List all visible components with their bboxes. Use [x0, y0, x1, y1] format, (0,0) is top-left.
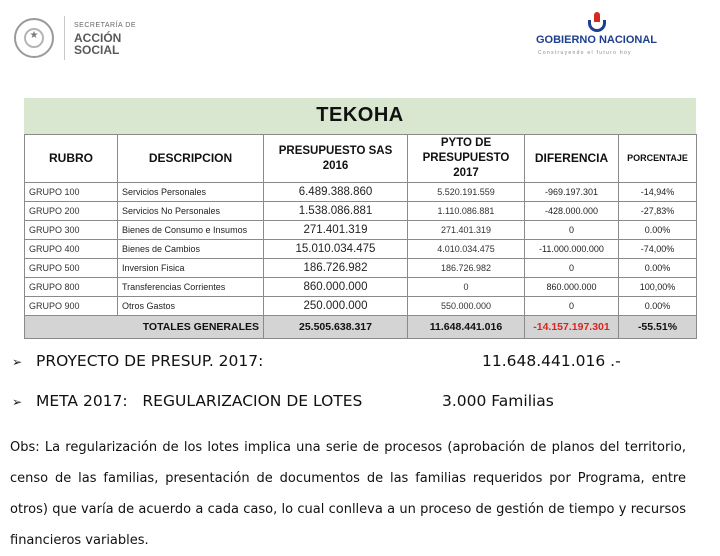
arrow-bullet-icon: ➢ [12, 395, 23, 409]
sas-logo-line2: ACCIÓN [74, 31, 122, 45]
totals-diferencia: -14.157.197.301 [525, 316, 619, 339]
cell-rubro: GRUPO 400 [25, 240, 118, 259]
cell-diferencia: 0 [525, 221, 619, 240]
bullet-label: META 2017: REGULARIZACION DE LOTES [36, 392, 363, 410]
col-header-descripcion: DESCRIPCION [118, 135, 264, 183]
table-header-row [25, 135, 697, 183]
cell-rubro: GRUPO 900 [25, 297, 118, 316]
cell-diferencia: -428.000.000 [525, 202, 619, 221]
gobierno-nacional-wordmark [536, 34, 660, 46]
cell-descripcion: Transferencias Corrientes [118, 278, 264, 297]
cell-porcentaje: -74,00% [619, 240, 697, 259]
cell-diferencia: -11.000.000.000 [525, 240, 619, 259]
flag-mark-icon [588, 12, 606, 32]
cell-presupuesto-2016: 250.000.000 [264, 297, 408, 316]
bullet-label: PROYECTO DE PRESUP. 2017: [36, 352, 264, 370]
cell-presupuesto-2016: 1.538.086.881 [264, 202, 408, 221]
table-row [25, 240, 697, 259]
totals-p2016: 25.505.638.317 [264, 316, 408, 339]
logo-divider [64, 16, 65, 60]
col-header-rubro: RUBRO [25, 135, 118, 183]
sas-logo-line1: SECRETARÍA DE [74, 22, 136, 29]
cell-porcentaje: -14,94% [619, 183, 697, 202]
col-header-pyto-2017: PYTO DE PRESUPUESTO 2017 [408, 135, 525, 183]
col-header-porcentaje: PORCENTAJE [619, 135, 697, 183]
cell-rubro: GRUPO 100 [25, 183, 118, 202]
cell-rubro: GRUPO 300 [25, 221, 118, 240]
cell-descripcion: Bienes de Cambios [118, 240, 264, 259]
totals-label: TOTALES GENERALES [25, 316, 264, 339]
cell-presupuesto-2016: 15.010.034.475 [264, 240, 408, 259]
sas-logo-line3: SOCIAL [74, 43, 120, 57]
cell-pyto-2017: 271.401.319 [408, 221, 525, 240]
col-header-presupuesto-2016: PRESUPUESTO SAS 2016 [264, 135, 408, 183]
table-row [25, 278, 697, 297]
bullet-value: 11.648.441.016 .- [482, 352, 621, 370]
bullet-meta [12, 392, 554, 410]
nacional-word: NACIONAL [598, 34, 658, 46]
cell-porcentaje: 0.00% [619, 297, 697, 316]
cell-diferencia: 860.000.000 [525, 278, 619, 297]
cell-descripcion: Bienes de Consumo e Insumos [118, 221, 264, 240]
cell-diferencia: 0 [525, 297, 619, 316]
table-row [25, 297, 697, 316]
gobierno-word: GOBIERNO [536, 34, 596, 46]
cell-presupuesto-2016: 186.726.982 [264, 259, 408, 278]
totals-p2017: 11.648.441.016 [408, 316, 525, 339]
table-banner [24, 98, 696, 134]
cell-pyto-2017: 186.726.982 [408, 259, 525, 278]
cell-presupuesto-2016: 271.401.319 [264, 221, 408, 240]
cell-rubro: GRUPO 500 [25, 259, 118, 278]
cell-pyto-2017: 1.110.086.881 [408, 202, 525, 221]
table-title: TEKOHA [316, 104, 404, 126]
cell-porcentaje: 0.00% [619, 221, 697, 240]
totals-porcentaje: -55.51% [619, 316, 697, 339]
cell-presupuesto-2016: 6.489.388.860 [264, 183, 408, 202]
gobierno-tagline: Construyendo el futuro hoy [538, 50, 632, 56]
table-row [25, 221, 697, 240]
col-header-diferencia: DIFERENCIA [525, 135, 619, 183]
sas-logo [14, 16, 136, 60]
table-row [25, 202, 697, 221]
cell-porcentaje: 100,00% [619, 278, 697, 297]
cell-pyto-2017: 0 [408, 278, 525, 297]
table-row [25, 259, 697, 278]
budget-table [24, 134, 697, 339]
sas-logo-text [74, 20, 136, 56]
table-row [25, 183, 697, 202]
cell-diferencia: -969.197.301 [525, 183, 619, 202]
cell-descripcion: Servicios Personales [118, 183, 264, 202]
national-seal-icon: ★ [14, 18, 54, 58]
bullet-proyecto [12, 352, 621, 370]
bullet-value: 3.000 Familias [442, 392, 554, 410]
cell-descripcion: Servicios No Personales [118, 202, 264, 221]
observation-text: Obs: La regularización de los lotes implica una serie de procesos (aprobación de planos del territorio, censo de las familias, presentación de documentos de las familias requeridos por Programa, entre otros) que varía de acuerdo a cada caso, lo cual conlleva a un proceso de gestión de tiempo y recursos financieros variables. [10, 440, 686, 548]
cell-rubro: GRUPO 200 [25, 202, 118, 221]
cell-pyto-2017: 4.010.034.475 [408, 240, 525, 259]
cell-pyto-2017: 550.000.000 [408, 297, 525, 316]
cell-diferencia: 0 [525, 259, 619, 278]
cell-descripcion: Inversion Fisica [118, 259, 264, 278]
cell-pyto-2017: 5.520.191.559 [408, 183, 525, 202]
arrow-bullet-icon: ➢ [12, 355, 23, 369]
cell-porcentaje: -27,83% [619, 202, 697, 221]
totals-row [25, 316, 697, 339]
cell-rubro: GRUPO 800 [25, 278, 118, 297]
cell-descripcion: Otros Gastos [118, 297, 264, 316]
cell-presupuesto-2016: 860.000.000 [264, 278, 408, 297]
cell-porcentaje: 0.00% [619, 259, 697, 278]
